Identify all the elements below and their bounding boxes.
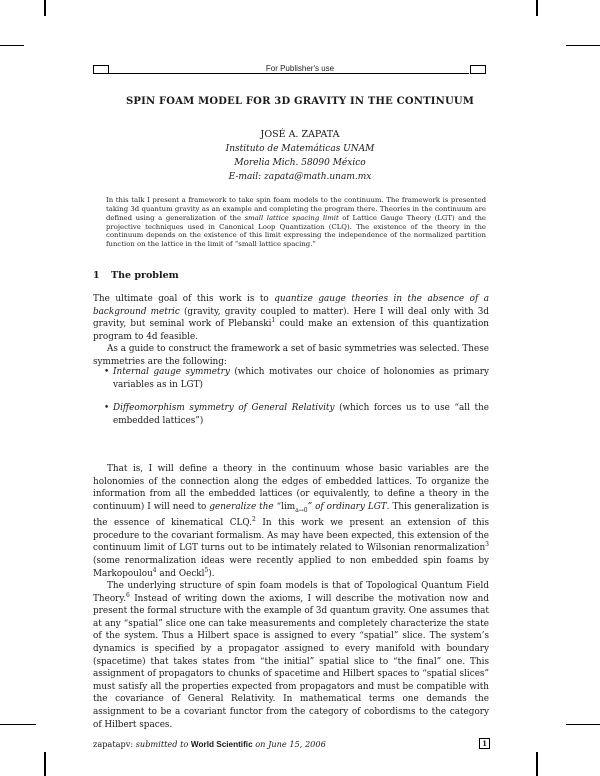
section-heading (93, 270, 179, 281)
footer-file: zapatapv: (93, 739, 136, 749)
crop-mark-top-left-v (44, 0, 46, 16)
crop-mark-top-right-h (566, 45, 600, 46)
affiliation-institute: Instituto de Matemáticas UNAM (225, 144, 375, 154)
publisher-note: For Publisher's use (265, 64, 335, 73)
footer-date: June 15, 2006 (268, 739, 326, 749)
bullet-2-text: (which forces us to use “all the embedded lattices”) (113, 403, 490, 426)
crop-mark-bottom-right-h (566, 724, 600, 725)
p3-lim-subscript: a→0 (295, 506, 308, 514)
citation-4: 4 (152, 566, 157, 574)
paper-title: SPIN FOAM MODEL FOR 3D GRAVITY IN THE CONTINUUM (125, 96, 475, 107)
symmetry-list (93, 366, 489, 438)
paragraph-1 (93, 293, 489, 343)
affiliation-address: Morelia Mich. 58090 México (234, 158, 366, 168)
p3-text-d: (some renormalization ideas were recently applied to non embedded spin foams by Markopoulou (93, 555, 489, 579)
crop-mark-top-left-h (0, 45, 24, 46)
p3-emphasis-1: generalize the (209, 501, 274, 512)
bullet-icon: • (104, 367, 110, 377)
abstract-emphasis: small lattice spacing limit (244, 213, 339, 222)
p3-text-f: ). (208, 568, 215, 579)
bullet-icon: • (104, 403, 110, 414)
crop-mark-bottom-left-h (0, 724, 36, 725)
abstract (106, 196, 486, 249)
footer-on: on (252, 739, 269, 749)
abstract-text-1: In this talk I present a framework to take spin foam models to the continuum. The framework is presented taking 3d quantum gravity as an example and completing the program there. Theories in the continuum are defined using a generalization of the (106, 196, 486, 222)
publisher-rule (109, 73, 469, 74)
p3-lim: “lim (273, 501, 296, 512)
p3-emphasis-2: ” of ordinary LGT (307, 501, 387, 512)
p1-text-c: could make an extension of this quantization program to 4d feasible. (93, 319, 489, 342)
p1-text-b: (gravity, gravity coupled to matter). Here I will deal only with 3d gravity, but seminal work of Plebanski (93, 306, 489, 330)
paragraph-2: As a guide to construct the framework a set of basic symmetries was selected. These symmetries are the following: (93, 344, 489, 367)
author-name: JOSÉ A. ZAPATA (260, 129, 340, 140)
p1-emphasis: quantize gauge theories in the absence of a background metric (93, 294, 490, 317)
p4-text-a: The underlying structure of spin foam models is that of Topological Quantum Field Theory. (93, 581, 489, 604)
crop-mark-bottom-right-v (536, 752, 538, 776)
paragraph-4 (93, 580, 489, 731)
p3-text-e: and Oeckl (156, 568, 205, 579)
section-title: The problem (111, 270, 179, 281)
bullet-1-emphasis: Internal gauge symmetry (113, 367, 230, 377)
citation-1: 1 (271, 317, 276, 325)
citation-3: 3 (485, 541, 489, 549)
page-footer (93, 739, 326, 749)
p3-text-b: . This generalization is the essence of kinematical CLQ. (93, 501, 490, 529)
p3-text-a: That is, I will define a theory in the continuum whose basic variables are the holonomies of the connection along the edges of embedded lattices. To organize the information from all the embedded lattices (or equivalently, to define a theory in the continuum) I will need to (93, 464, 489, 512)
citation-6: 6 (126, 591, 130, 599)
page-number: 1 (479, 738, 490, 749)
author-email: E-mail: zapata@math.unam.mx (228, 172, 372, 182)
section-number: 1 (93, 270, 100, 281)
section-body (93, 463, 489, 731)
abstract-text-2: of Lattice Gauge Theory (LGT) and the projective techniques used in Canonical Loop Quantization (CLQ). The existence of the theory in the continuum depends on the existence of this limit expressing the independence of the normalized partition function on the lattice in the limit of “small lattice spacing.” (106, 213, 486, 249)
p4-text-b: Instead of writing down the axioms, I will describe the motivation now and present the formal structure with the example of 3d quantum gravity. One assumes that at any “spatial” slice one can take measurements and completely characterize the state of the system. Thus a Hilbert space is assigned to every “spatial” slice. The system’s dynamics is specified by a propagator assigned to every manifold with boundary (spacetime) that takes states from “the initial” spatial slice to “the final” one. This assignment of propagators to chunks of spacetime and Hilbert spaces to “spatial slices” must satisfy all the properties expected from propagators and must be compatible with the covariance of General Relativity. In mathematical terms one demands the assignment to be a covariant functor from the category of cobordisms to the category of Hilbert spaces. (93, 593, 489, 730)
bullet-2-emphasis: Diffeomorphism symmetry of General Relativity (113, 403, 335, 414)
footer-submitted: submitted to (135, 739, 191, 749)
list-item (93, 402, 489, 427)
p3-text-c: In this work we present an extension of this procedure to the covariant formalism. As may have been expected, this extension of the continuum limit of LGT turns out to be intimately related to Wilsonian renormalization (93, 518, 490, 554)
list-item (93, 366, 489, 391)
citation-5: 5 (204, 566, 209, 574)
section-intro (93, 293, 489, 369)
p1-text-a: The ultimate goal of this work is to (93, 294, 275, 304)
crop-mark-top-right-v (536, 0, 538, 16)
crop-mark-bottom-left-v (44, 752, 46, 776)
footer-publisher: World Scientific (190, 740, 253, 749)
paragraph-3 (93, 463, 489, 580)
bullet-1-text: (which motivates our choice of holonomies as primary variables as in LGT) (113, 367, 490, 390)
citation-2: 2 (252, 516, 256, 524)
